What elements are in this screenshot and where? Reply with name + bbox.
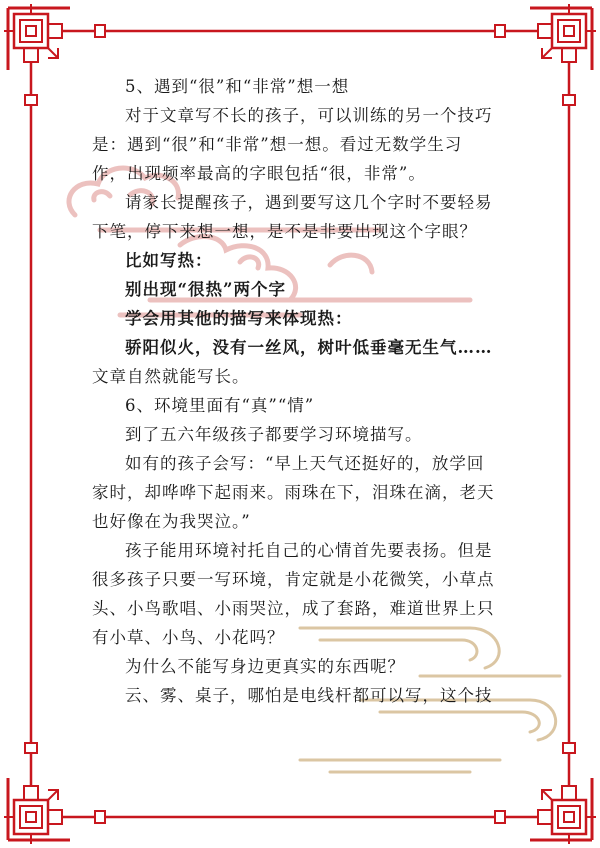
corner-knot-bottom-right [495,743,596,844]
section-6-heading: 6、环境里面有“真”“情” [125,396,315,415]
section-6-para-2-line-2: 家时，却哗哗下起雨来。雨珠在下，泪珠在滴，老天 [92,483,495,502]
example-avoid: 别出现“很热”两个字 [125,280,286,299]
section-5-conclusion: 文章自然就能写长。 [92,367,250,386]
section-6-para-5: 云、雾、桌子，哪怕是电线杆都可以写，这个技 [125,686,493,705]
section-5-para-1-line-2: 是：遇到“很”和“非常”想一想。看过无数学生习 [92,135,463,154]
section-6-para-3-line-1: 孩子能用环境衬托自己的心情首先要表扬。但是 [125,541,493,560]
section-5-heading: 5、遇到“很”和“非常”想一想 [125,77,350,96]
section-6-para-3-line-3: 头、小鸟歌唱、小雨哭泣，成了套路，难道世界上只 [92,599,495,618]
section-6-para-2-line-1: 如有的孩子会写：“早上天气还挺好的，放学回 [125,454,485,473]
article-body [92,72,528,710]
section-5-para-2-line-2: 下笔，停下来想一想，是不是非要出现这个字眼？ [92,222,477,241]
section-5-para-2-line-1: 请家长提醒孩子，遇到要写这几个字时不要轻易 [125,193,493,212]
section-6-para-2-line-3: 也好像在为我哭泣。” [92,512,251,531]
section-6-para-1: 到了五六年级孩子都要学习环境描写。 [125,425,423,444]
corner-knot-bottom-left [4,743,105,844]
section-5-para-1-line-1: 对于文章写不长的孩子，可以训练的另一个技巧 [125,106,493,125]
section-6-para-3-line-4: 有小草、小鸟、小花吗？ [92,628,285,647]
example-learn: 学会用其他的描写来体现热： [125,309,353,328]
section-6-para-3-line-2: 很多孩子只要一写环境，肯定就是小花微笑，小草点 [92,570,495,589]
corner-knot-top-left [4,4,105,105]
section-6-para-4: 为什么不能写身边更真实的东西呢？ [125,657,405,676]
example-label: 比如写热： [125,251,213,270]
section-5-para-1-line-3: 作，出现频率最高的字眼包括“很，非常”。 [92,164,426,183]
example-sentence: 骄阳似火，没有一丝风，树叶低垂毫无生气…… [125,338,493,357]
